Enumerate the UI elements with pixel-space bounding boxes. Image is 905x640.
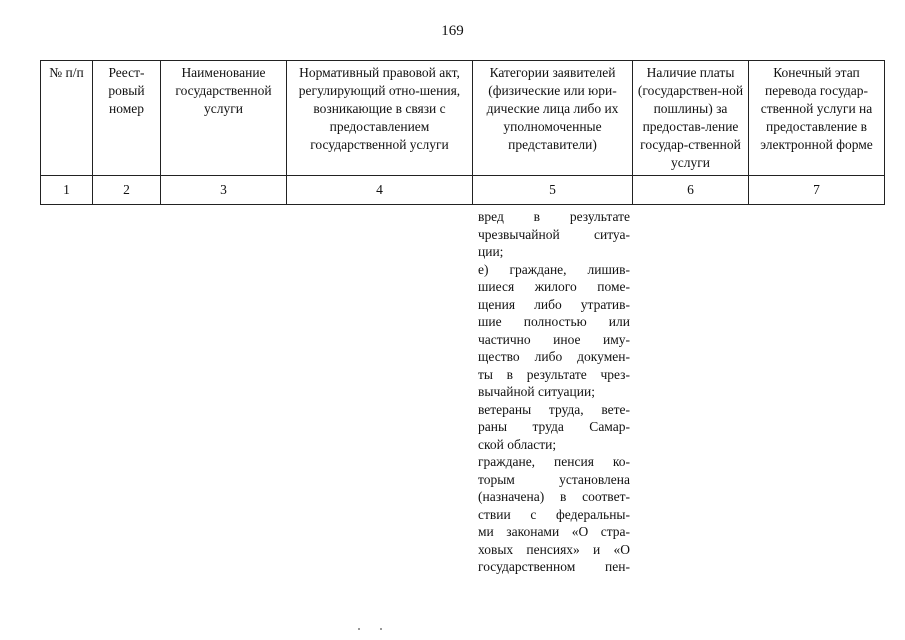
- header-cell-registry-number: Реест-ровый номер: [93, 61, 161, 176]
- text-line: ветераны труда, вете-: [478, 401, 630, 417]
- text-line: частично иное иму-: [478, 331, 630, 347]
- applicant-categories-continuation: [478, 208, 630, 576]
- column-number-cell: 2: [93, 176, 161, 205]
- scan-artifact: [358, 628, 388, 632]
- text-line: граждане, пенсия ко-: [478, 454, 630, 469]
- text-line: торым установлена: [478, 471, 630, 487]
- text-line: (назначена) в соответ-: [478, 489, 630, 504]
- text-line: е) граждане, лишив-: [478, 261, 630, 277]
- header-cell-legal-act: Нормативный правовой акт, регулирующий отно-шения, возникающие в связи с предоставлением государственной услуги: [287, 61, 473, 176]
- page-number: 169: [441, 23, 464, 39]
- header-cell-final-stage: Конечный этап перевода государ-ственной услуги на предоставление в электронной форме: [749, 61, 885, 176]
- text-line: ми законами «О стра-: [478, 524, 630, 539]
- column-number-cell: 5: [473, 176, 633, 205]
- column-number-cell: 3: [161, 176, 287, 205]
- text-line: ской области;: [478, 436, 557, 452]
- text-line: ции;: [478, 244, 504, 259]
- table-header-row: [41, 61, 885, 176]
- column-number-cell: 7: [749, 176, 885, 205]
- column-number-cell: 6: [633, 176, 749, 205]
- text-line: вычайной ситуации;: [478, 384, 595, 399]
- text-line: вред в результате: [478, 209, 630, 224]
- header-cell-applicant-categories: Категории заявителей (физические или юри-дические лица либо их уполномоченные представители): [473, 61, 633, 176]
- text-line: щество либо докумен-: [478, 349, 630, 364]
- text-line: шие полностью или: [478, 314, 630, 329]
- header-cell-fee: Наличие платы (государствен-ной пошлины) за предостав-ление государ-ственной услуги: [633, 61, 749, 176]
- text-line: чрезвычайной ситуа-: [478, 226, 630, 242]
- text-line: щения либо утратив-: [478, 296, 630, 312]
- column-number-cell: 1: [41, 176, 93, 205]
- column-number-row: [41, 176, 885, 205]
- text-line: шиеся жилого поме-: [478, 279, 630, 294]
- services-table: [40, 60, 885, 205]
- text-line: государственном пен-: [478, 559, 630, 574]
- header-cell-number: № п/п: [41, 61, 93, 176]
- text-line: ствии с федеральны-: [478, 506, 630, 522]
- text-line: ты в результате чрез-: [478, 366, 630, 382]
- column-number-cell: 4: [287, 176, 473, 205]
- header-cell-service-name: Наименование государственной услуги: [161, 61, 287, 176]
- text-line: раны труда Самар-: [478, 419, 630, 434]
- text-line: ховых пенсиях» и «О: [478, 541, 630, 557]
